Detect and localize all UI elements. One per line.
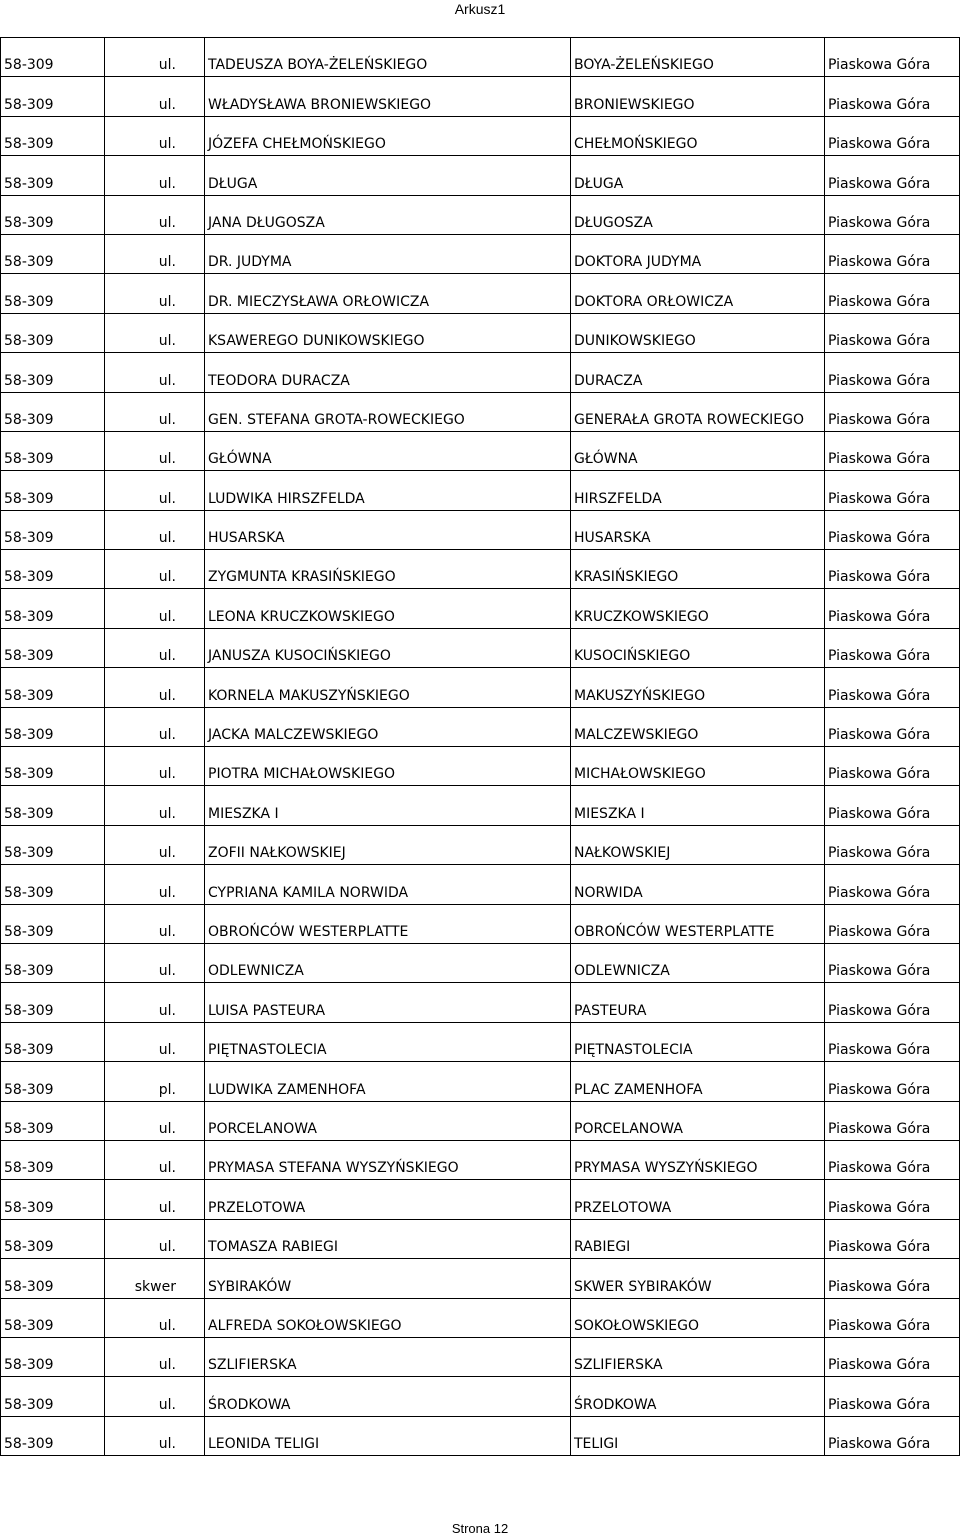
street-prefix-cell: ul. [105,983,205,1022]
street-short-name-cell: OBROŃCÓW WESTERPLATTE [571,904,825,943]
street-full-name-cell: GŁÓWNA [205,431,571,470]
postal-code-cell: 58-309 [1,983,105,1022]
table-row [1,1101,960,1140]
street-prefix-cell: ul. [105,38,205,77]
street-full-name-cell: DR. JUDYMA [205,234,571,273]
postal-code-cell: 58-309 [1,1377,105,1416]
postal-code-cell: 58-309 [1,38,105,77]
postal-code-cell: 58-309 [1,1298,105,1337]
district-cell: Piaskowa Góra [825,983,960,1022]
table-row [1,1298,960,1337]
street-full-name-cell: TADEUSZA BOYA-ŻELEŃSKIEGO [205,38,571,77]
district-cell: Piaskowa Góra [825,786,960,825]
street-prefix-cell: ul. [105,589,205,628]
table-row [1,234,960,273]
street-prefix-cell: ul. [105,1219,205,1258]
district-cell: Piaskowa Góra [825,550,960,589]
district-cell: Piaskowa Góra [825,471,960,510]
street-full-name-cell: DR. MIECZYSŁAWA ORŁOWICZA [205,274,571,313]
street-table [0,37,960,1456]
street-short-name-cell: ŚRODKOWA [571,1377,825,1416]
district-cell: Piaskowa Góra [825,234,960,273]
table-row [1,1180,960,1219]
street-full-name-cell: WŁADYSŁAWA BRONIEWSKIEGO [205,77,571,116]
street-full-name-cell: PIĘTNASTOLECIA [205,1022,571,1061]
street-short-name-cell: DOKTORA ORŁOWICZA [571,274,825,313]
table-row [1,628,960,667]
postal-code-cell: 58-309 [1,353,105,392]
postal-code-cell: 58-309 [1,628,105,667]
table-row [1,431,960,470]
street-full-name-cell: ZOFII NAŁKOWSKIEJ [205,825,571,864]
street-prefix-cell: ul. [105,825,205,864]
street-short-name-cell: DOKTORA JUDYMA [571,234,825,273]
table-row [1,392,960,431]
street-full-name-cell: KSAWEREGO DUNIKOWSKIEGO [205,313,571,352]
page-number: Strona 12 [451,1521,509,1536]
street-full-name-cell: LUDWIKA ZAMENHOFA [205,1062,571,1101]
street-full-name-cell: LEONA KRUCZKOWSKIEGO [205,589,571,628]
street-prefix-cell: ul. [105,1416,205,1455]
postal-code-cell: 58-309 [1,1180,105,1219]
postal-code-cell: 58-309 [1,707,105,746]
street-full-name-cell: HUSARSKA [205,510,571,549]
street-full-name-cell: ZYGMUNTA KRASIŃSKIEGO [205,550,571,589]
table-row [1,156,960,195]
postal-code-cell: 58-309 [1,589,105,628]
sheet-title: Arkusz1 [454,1,506,17]
street-full-name-cell: KORNELA MAKUSZYŃSKIEGO [205,668,571,707]
postal-code-cell: 58-309 [1,550,105,589]
street-full-name-cell: PRZELOTOWA [205,1180,571,1219]
street-short-name-cell: TELIGI [571,1416,825,1455]
street-prefix-cell: ul. [105,313,205,352]
district-cell: Piaskowa Góra [825,1416,960,1455]
street-full-name-cell: MIESZKA I [205,786,571,825]
district-cell: Piaskowa Góra [825,431,960,470]
street-prefix-cell: ul. [105,628,205,667]
district-cell: Piaskowa Góra [825,1377,960,1416]
street-prefix-cell: ul. [105,471,205,510]
street-full-name-cell: JACKA MALCZEWSKIEGO [205,707,571,746]
postal-code-cell: 58-309 [1,1062,105,1101]
street-full-name-cell: JÓZEFA CHEŁMOŃSKIEGO [205,116,571,155]
district-cell: Piaskowa Góra [825,628,960,667]
postal-code-cell: 58-309 [1,943,105,982]
postal-code-cell: 58-309 [1,431,105,470]
district-cell: Piaskowa Góra [825,1180,960,1219]
street-prefix-cell: ul. [105,1180,205,1219]
table-row [1,116,960,155]
table-row [1,589,960,628]
street-prefix-cell: ul. [105,234,205,273]
table-row [1,825,960,864]
postal-code-cell: 58-309 [1,1337,105,1376]
postal-code-cell: 58-309 [1,274,105,313]
street-short-name-cell: RABIEGI [571,1219,825,1258]
street-short-name-cell: NORWIDA [571,865,825,904]
street-short-name-cell: SZLIFIERSKA [571,1337,825,1376]
street-full-name-cell: CYPRIANA KAMILA NORWIDA [205,865,571,904]
street-prefix-cell: ul. [105,865,205,904]
table-row [1,1259,960,1298]
street-full-name-cell: PIOTRA MICHAŁOWSKIEGO [205,747,571,786]
district-cell: Piaskowa Góra [825,1219,960,1258]
street-prefix-cell: ul. [105,1377,205,1416]
street-full-name-cell: LEONIDA TELIGI [205,1416,571,1455]
street-prefix-cell: ul. [105,353,205,392]
street-short-name-cell: PIĘTNASTOLECIA [571,1022,825,1061]
table-row [1,1062,960,1101]
street-short-name-cell: PRZELOTOWA [571,1180,825,1219]
district-cell: Piaskowa Góra [825,1062,960,1101]
district-cell: Piaskowa Góra [825,274,960,313]
street-full-name-cell: TEODORA DURACZA [205,353,571,392]
street-short-name-cell: ODLEWNICZA [571,943,825,982]
street-short-name-cell: DURACZA [571,353,825,392]
postal-code-cell: 58-309 [1,1416,105,1455]
district-cell: Piaskowa Góra [825,1101,960,1140]
postal-code-cell: 58-309 [1,156,105,195]
table-row [1,38,960,77]
table-row [1,943,960,982]
street-prefix-cell: ul. [105,1298,205,1337]
street-prefix-cell: ul. [105,668,205,707]
table-row [1,550,960,589]
postal-code-cell: 58-309 [1,1101,105,1140]
street-short-name-cell: PRYMASA WYSZYŃSKIEGO [571,1140,825,1179]
street-full-name-cell: TOMASZA RABIEGI [205,1219,571,1258]
street-short-name-cell: MICHAŁOWSKIEGO [571,747,825,786]
street-short-name-cell: HIRSZFELDA [571,471,825,510]
street-prefix-cell: ul. [105,195,205,234]
street-prefix-cell: ul. [105,274,205,313]
street-prefix-cell: ul. [105,904,205,943]
table-row [1,471,960,510]
postal-code-cell: 58-309 [1,77,105,116]
street-full-name-cell: JANA DŁUGOSZA [205,195,571,234]
street-full-name-cell: DŁUGA [205,156,571,195]
postal-code-cell: 58-309 [1,116,105,155]
street-short-name-cell: KUSOCIŃSKIEGO [571,628,825,667]
street-prefix-cell: ul. [105,1101,205,1140]
street-prefix-cell: skwer [105,1259,205,1298]
district-cell: Piaskowa Góra [825,1259,960,1298]
street-prefix-cell: ul. [105,1337,205,1376]
table-row [1,274,960,313]
district-cell: Piaskowa Góra [825,1022,960,1061]
street-prefix-cell: ul. [105,116,205,155]
street-full-name-cell: LUDWIKA HIRSZFELDA [205,471,571,510]
district-cell: Piaskowa Góra [825,116,960,155]
street-prefix-cell: ul. [105,510,205,549]
street-full-name-cell: OBROŃCÓW WESTERPLATTE [205,904,571,943]
postal-code-cell: 58-309 [1,1022,105,1061]
table-row [1,353,960,392]
postal-code-cell: 58-309 [1,1140,105,1179]
postal-code-cell: 58-309 [1,195,105,234]
district-cell: Piaskowa Góra [825,668,960,707]
district-cell: Piaskowa Góra [825,1337,960,1376]
street-short-name-cell: SKWER SYBIRAKÓW [571,1259,825,1298]
table-row [1,707,960,746]
street-short-name-cell: DUNIKOWSKIEGO [571,313,825,352]
street-short-name-cell: BRONIEWSKIEGO [571,77,825,116]
street-full-name-cell: PRYMASA STEFANA WYSZYŃSKIEGO [205,1140,571,1179]
table-row [1,1219,960,1258]
street-prefix-cell: ul. [105,747,205,786]
street-full-name-cell: JANUSZA KUSOCIŃSKIEGO [205,628,571,667]
street-short-name-cell: CHEŁMOŃSKIEGO [571,116,825,155]
district-cell: Piaskowa Góra [825,510,960,549]
postal-code-cell: 58-309 [1,510,105,549]
street-prefix-cell: ul. [105,786,205,825]
street-short-name-cell: GŁÓWNA [571,431,825,470]
street-short-name-cell: MALCZEWSKIEGO [571,707,825,746]
street-prefix-cell: ul. [105,550,205,589]
street-prefix-cell: ul. [105,943,205,982]
postal-code-cell: 58-309 [1,747,105,786]
district-cell: Piaskowa Góra [825,589,960,628]
postal-code-cell: 58-309 [1,865,105,904]
postal-code-cell: 58-309 [1,392,105,431]
district-cell: Piaskowa Góra [825,865,960,904]
street-short-name-cell: DŁUGOSZA [571,195,825,234]
postal-code-cell: 58-309 [1,1219,105,1258]
street-table-body [1,38,960,1456]
table-row [1,1337,960,1376]
district-cell: Piaskowa Góra [825,38,960,77]
district-cell: Piaskowa Góra [825,1298,960,1337]
street-prefix-cell: ul. [105,156,205,195]
district-cell: Piaskowa Góra [825,77,960,116]
district-cell: Piaskowa Góra [825,156,960,195]
street-prefix-cell: ul. [105,431,205,470]
street-full-name-cell: ODLEWNICZA [205,943,571,982]
street-full-name-cell: PORCELANOWA [205,1101,571,1140]
postal-code-cell: 58-309 [1,1259,105,1298]
table-row [1,904,960,943]
table-row [1,668,960,707]
postal-code-cell: 58-309 [1,471,105,510]
district-cell: Piaskowa Góra [825,904,960,943]
table-row [1,1377,960,1416]
street-short-name-cell: NAŁKOWSKIEJ [571,825,825,864]
district-cell: Piaskowa Góra [825,313,960,352]
table-row [1,195,960,234]
street-short-name-cell: DŁUGA [571,156,825,195]
postal-code-cell: 58-309 [1,668,105,707]
postal-code-cell: 58-309 [1,786,105,825]
street-prefix-cell: ul. [105,1140,205,1179]
table-row [1,77,960,116]
street-full-name-cell: GEN. STEFANA GROTA-ROWECKIEGO [205,392,571,431]
postal-code-cell: 58-309 [1,234,105,273]
street-prefix-cell: ul. [105,77,205,116]
street-prefix-cell: ul. [105,1022,205,1061]
district-cell: Piaskowa Góra [825,1140,960,1179]
table-row [1,747,960,786]
street-full-name-cell: ALFREDA SOKOŁOWSKIEGO [205,1298,571,1337]
street-full-name-cell: ŚRODKOWA [205,1377,571,1416]
street-short-name-cell: GENERAŁA GROTA ROWECKIEGO [571,392,825,431]
street-prefix-cell: ul. [105,392,205,431]
table-row [1,1140,960,1179]
postal-code-cell: 58-309 [1,825,105,864]
district-cell: Piaskowa Góra [825,392,960,431]
street-short-name-cell: HUSARSKA [571,510,825,549]
table-row [1,865,960,904]
table-row [1,1416,960,1455]
street-full-name-cell: SZLIFIERSKA [205,1337,571,1376]
postal-code-cell: 58-309 [1,313,105,352]
street-short-name-cell: KRASIŃSKIEGO [571,550,825,589]
table-row [1,983,960,1022]
street-full-name-cell: SYBIRAKÓW [205,1259,571,1298]
district-cell: Piaskowa Góra [825,195,960,234]
table-row [1,313,960,352]
street-short-name-cell: KRUCZKOWSKIEGO [571,589,825,628]
table-row [1,786,960,825]
street-short-name-cell: MIESZKA I [571,786,825,825]
street-short-name-cell: MAKUSZYŃSKIEGO [571,668,825,707]
street-short-name-cell: PORCELANOWA [571,1101,825,1140]
street-short-name-cell: SOKOŁOWSKIEGO [571,1298,825,1337]
table-row [1,510,960,549]
district-cell: Piaskowa Góra [825,707,960,746]
district-cell: Piaskowa Góra [825,353,960,392]
district-cell: Piaskowa Góra [825,747,960,786]
table-row [1,1022,960,1061]
street-prefix-cell: ul. [105,707,205,746]
district-cell: Piaskowa Góra [825,825,960,864]
district-cell: Piaskowa Góra [825,943,960,982]
street-full-name-cell: LUISA PASTEURA [205,983,571,1022]
street-short-name-cell: PLAC ZAMENHOFA [571,1062,825,1101]
postal-code-cell: 58-309 [1,904,105,943]
street-prefix-cell: pl. [105,1062,205,1101]
street-short-name-cell: BOYA-ŻELEŃSKIEGO [571,38,825,77]
street-short-name-cell: PASTEURA [571,983,825,1022]
